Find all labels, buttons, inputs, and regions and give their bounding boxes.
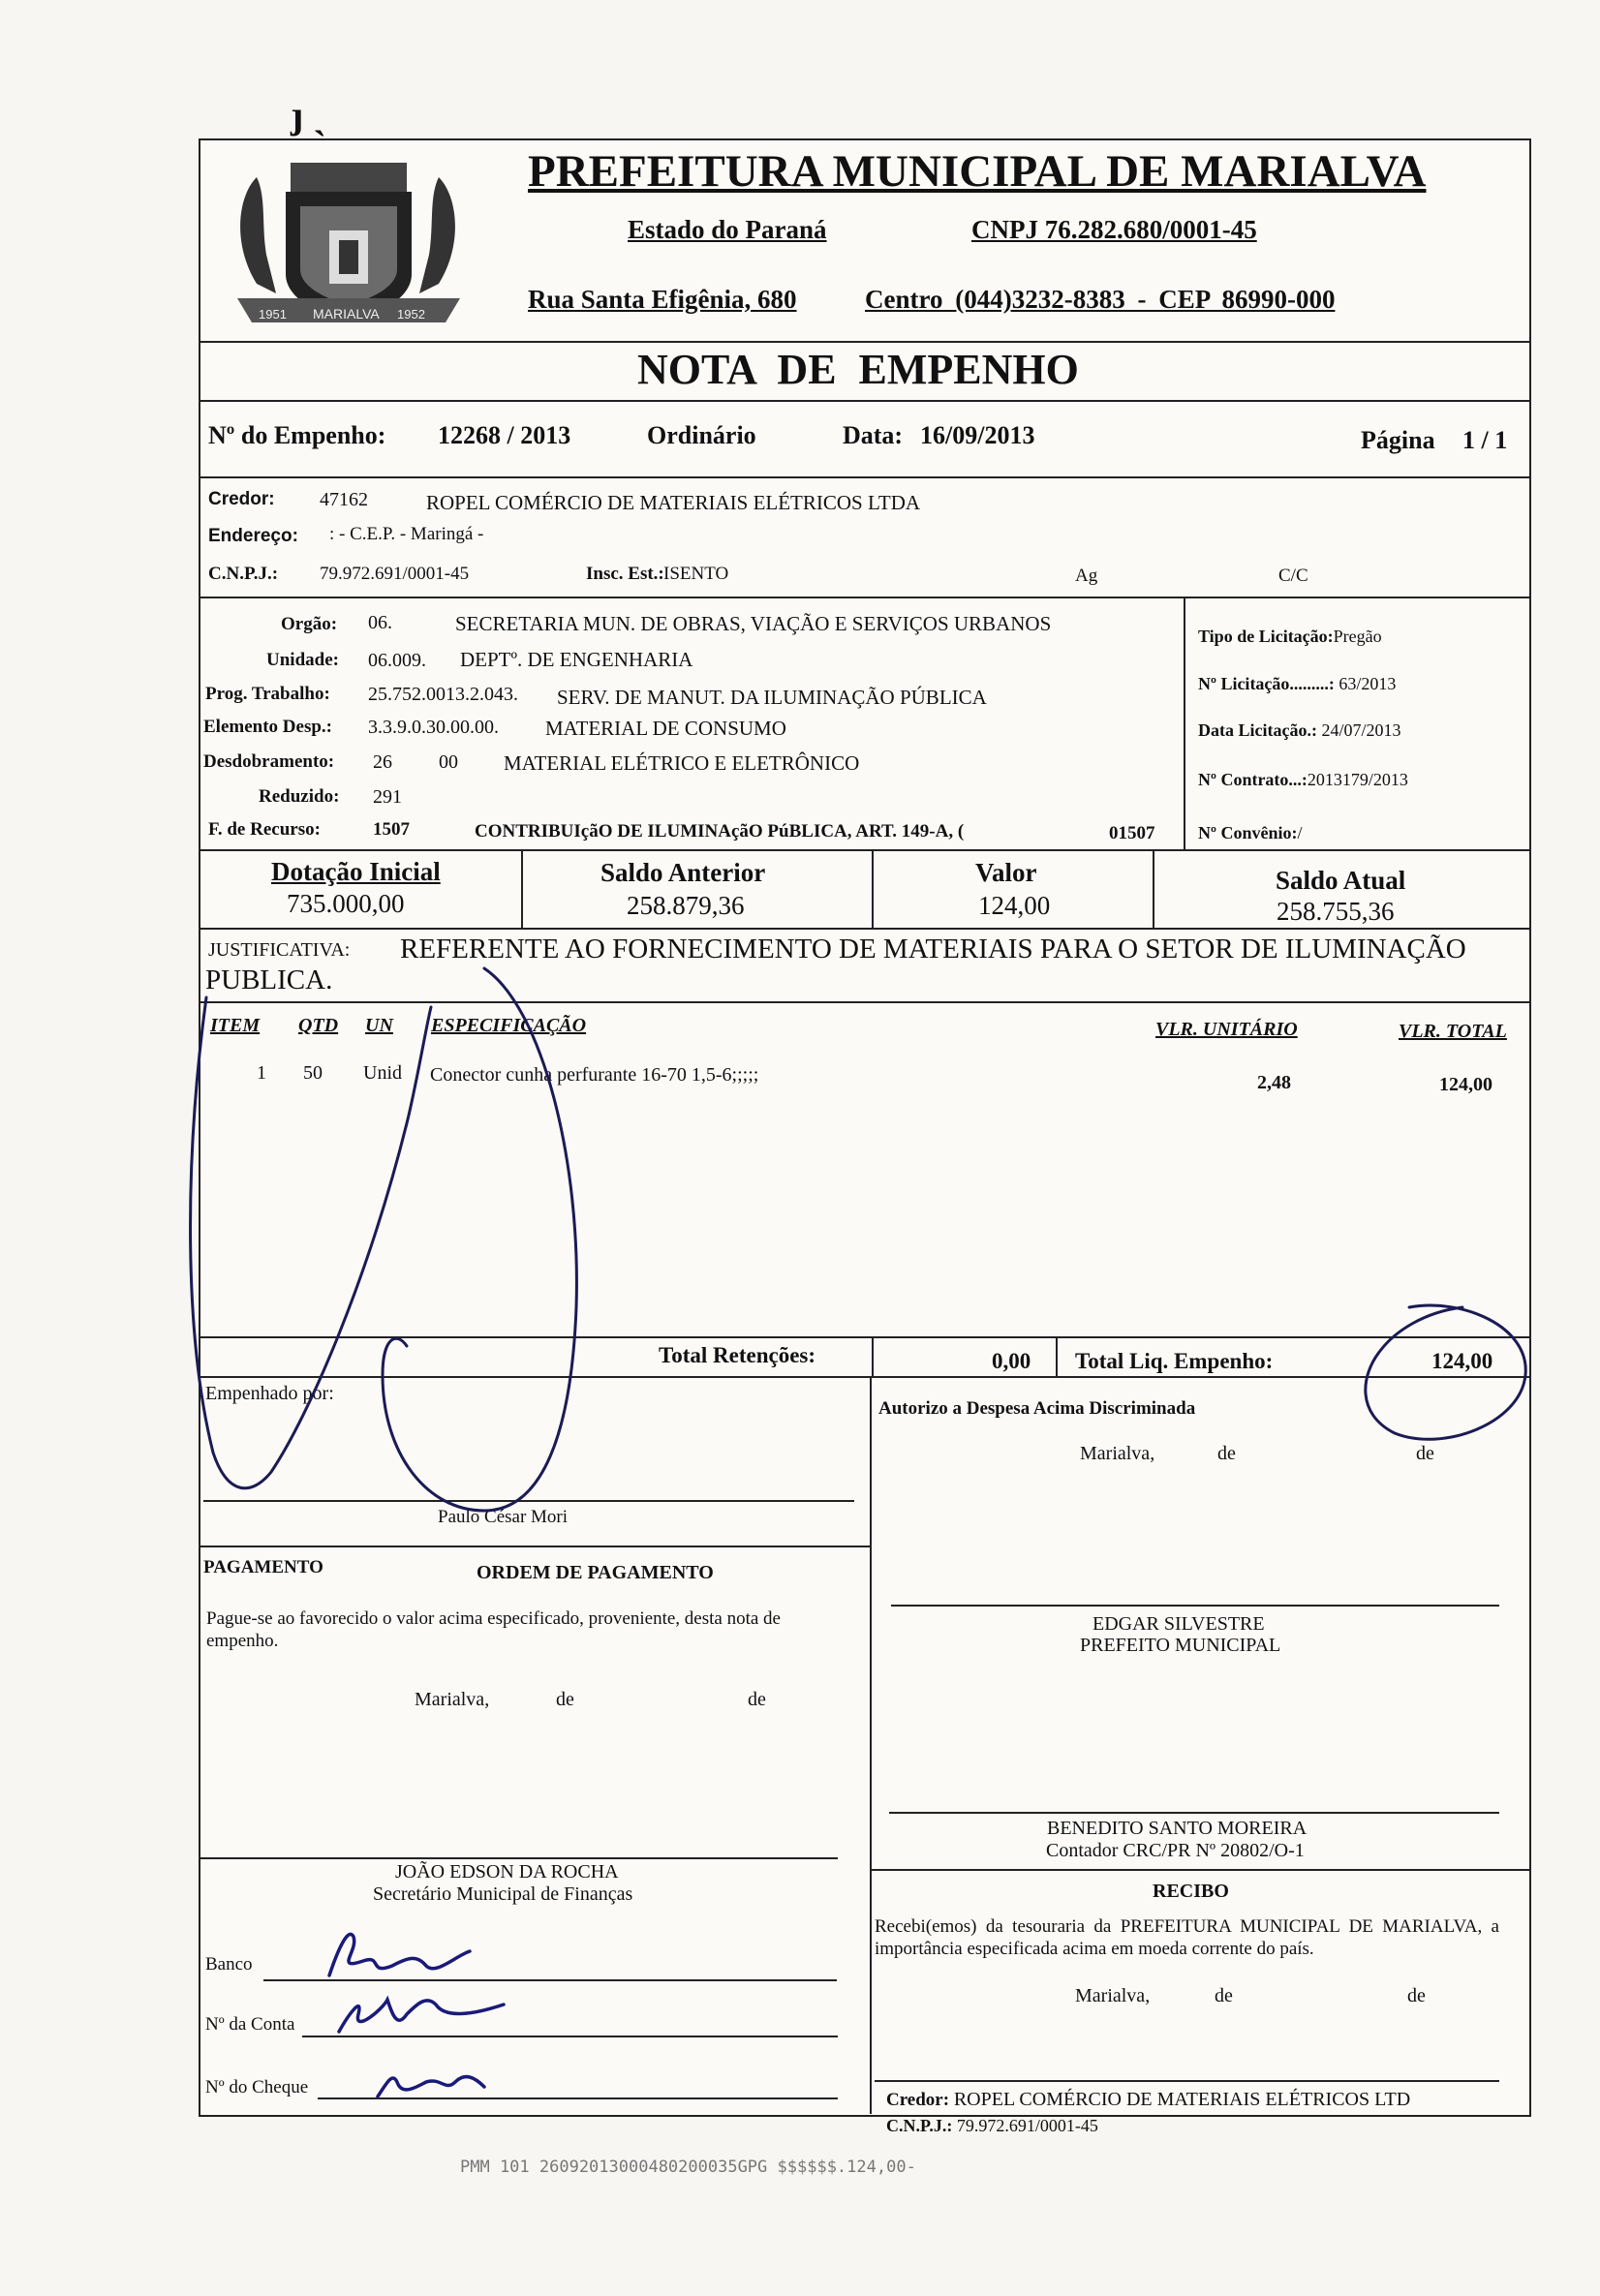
- page-number: 1 / 1: [1462, 426, 1508, 454]
- contrato-number: Nº Contrato...:2013179/2013: [1198, 770, 1408, 789]
- divider: [1153, 849, 1154, 929]
- divider: [199, 1376, 1529, 1378]
- orgao-name: SECRETARIA MUN. DE OBRAS, VIAÇÃO E SERVIÇOS URBANOS: [455, 612, 1052, 635]
- valor-label: Valor: [975, 858, 1037, 887]
- conta-line: [302, 2036, 838, 2037]
- empenhado-label: Empenhado por:: [205, 1383, 334, 1404]
- divider: [521, 849, 523, 929]
- justificativa-text-2: PUBLICA.: [205, 964, 333, 995]
- signature-line: [889, 1812, 1499, 1814]
- autorizo-de-1: de: [1217, 1443, 1236, 1464]
- divider: [870, 1869, 1529, 1871]
- recurso-label: F. de Recurso:: [208, 819, 321, 840]
- contador-name: BENEDITO SANTO MOREIRA: [1047, 1818, 1308, 1839]
- desdob-label: Desdobramento:: [203, 751, 335, 772]
- conta-label: Nº da Conta: [205, 2014, 295, 2035]
- insc-label: Insc. Est.:: [586, 564, 664, 584]
- secretario-name: JOÃO EDSON DA ROCHA: [395, 1861, 619, 1883]
- address-value: : - C.E.P. - Maringá -: [329, 524, 484, 544]
- empenho-date-label: Data:: [843, 421, 904, 449]
- saldo-atual-value: 258.755,36: [1277, 897, 1395, 926]
- municipality-title: PREFEITURA MUNICIPAL DE MARIALVA: [528, 146, 1427, 197]
- svg-text:MARIALVA: MARIALVA: [313, 306, 380, 321]
- recibo-text: Recebi(emos) da tesouraria da PREFEITURA MUNICIPAL DE MARIALVA, a importância especificada acima em moeda corrente do país.: [875, 1916, 1499, 1959]
- divider: [199, 1336, 1529, 1338]
- pagamento-text: Pague-se ao favorecido o valor acima especificado, proveniente, desta nota de empenho.: [206, 1608, 781, 1651]
- saldo-anterior-value: 258.879,36: [627, 891, 745, 920]
- pagamento-city: Marialva,: [415, 1689, 490, 1710]
- unidade-name: DEPTº. DE ENGENHARIA: [460, 648, 693, 671]
- item-unit-price: 2,48: [1257, 1072, 1291, 1093]
- address-label: Endereço:: [208, 526, 298, 546]
- orgao-label: Orgão:: [281, 614, 338, 634]
- recurso-code-2: 01507: [1109, 823, 1155, 843]
- secretario-title: Secretário Municipal de Finanças: [373, 1883, 633, 1905]
- cheque-line: [318, 2097, 838, 2099]
- retencoes-label: Total Retenções:: [659, 1343, 816, 1367]
- empenho-date: 16/09/2013: [920, 421, 1035, 449]
- divider: [199, 476, 1529, 478]
- prefeito-name: EDGAR SILVESTRE: [1092, 1613, 1265, 1635]
- reduzido-value: 291: [373, 786, 402, 808]
- dotacao-inicial-label: Dotação Inicial: [271, 857, 441, 886]
- divider: [199, 849, 1529, 851]
- desdob-sub: 00: [439, 751, 458, 773]
- saldo-atual-label: Saldo Atual: [1276, 866, 1406, 895]
- page-label: Página: [1361, 426, 1435, 454]
- pagamento-de-2: de: [748, 1689, 766, 1710]
- col-header-item: ITEM: [210, 1015, 261, 1036]
- recibo-de-1: de: [1215, 1985, 1233, 2006]
- convenio-number: Nº Convênio:/: [1198, 823, 1303, 842]
- elem-name: MATERIAL DE CONSUMO: [545, 717, 786, 740]
- empenho-type: Ordinário: [647, 421, 756, 449]
- unidade-label: Unidade:: [266, 650, 339, 670]
- col-header-total: VLR. TOTAL: [1399, 1021, 1507, 1042]
- prefeito-title: PREFEITO MUNICIPAL: [1080, 1635, 1281, 1656]
- divider: [872, 849, 874, 929]
- item-qtd: 50: [303, 1062, 323, 1084]
- retencoes-value: 0,00: [992, 1349, 1031, 1373]
- credor-label: Credor:: [208, 489, 275, 509]
- credor-cnpj-value: 79.972.691/0001-45: [320, 564, 470, 584]
- svg-text:1951: 1951: [259, 307, 287, 321]
- ink-mark: ȷ ˎ: [291, 93, 326, 137]
- recurso-code: 1507: [373, 819, 410, 840]
- divider: [870, 1376, 872, 2114]
- cc-label: C/C: [1278, 566, 1308, 586]
- cheque-label: Nº do Cheque: [205, 2077, 309, 2097]
- municipality-cnpj: CNPJ 76.282.680/0001-45: [971, 215, 1257, 244]
- pagamento-de-1: de: [556, 1689, 574, 1710]
- divider: [872, 1336, 874, 1377]
- banco-line: [263, 1979, 837, 1981]
- pagamento-label: PAGAMENTO: [203, 1557, 323, 1577]
- saldo-anterior-label: Saldo Anterior: [600, 858, 766, 887]
- municipal-crest-icon: [199, 138, 497, 342]
- svg-text:1952: 1952: [397, 307, 425, 321]
- autorizo-de-2: de: [1416, 1443, 1434, 1464]
- empenho-number-label: Nº do Empenho:: [208, 421, 386, 449]
- street-address: Rua Santa Efigênia, 680: [528, 285, 797, 314]
- divider: [199, 1001, 1529, 1003]
- col-header-spec: ESPECIFICAÇÃO: [431, 1015, 587, 1036]
- col-header-qtd: QTD: [298, 1015, 339, 1036]
- recibo-cnpj: C.N.P.J.: 79.972.691/0001-45: [886, 2116, 1098, 2135]
- signature-line: [891, 1605, 1499, 1607]
- licitacao-type-label: Tipo de Licitação:Pregão: [1198, 627, 1382, 646]
- state-name: Estado do Paraná: [628, 215, 827, 244]
- autorizo-city: Marialva,: [1080, 1443, 1155, 1464]
- signature-line: [200, 1857, 838, 1859]
- banco-label: Banco: [205, 1954, 253, 1975]
- autorizo-label: Autorizo a Despesa Acima Discriminada: [878, 1398, 1196, 1419]
- prog-name: SERV. DE MANUT. DA ILUMINAÇÃO PÚBLICA: [557, 686, 987, 709]
- recurso-name: CONTRIBUIçãO DE ILUMINAçãO PúBLICA, ART. 149-A, (: [475, 821, 965, 842]
- item-total: 124,00: [1439, 1074, 1492, 1095]
- elem-code: 3.3.9.0.30.00.00.: [368, 717, 499, 738]
- unidade-code: 06.009.: [368, 650, 426, 671]
- ag-label: Ag: [1075, 566, 1098, 586]
- elem-label: Elemento Desp.:: [203, 717, 332, 737]
- empenho-number: 12268 / 2013: [438, 421, 571, 449]
- divider: [199, 597, 1529, 598]
- credor-name: ROPEL COMÉRCIO DE MATERIAIS ELÉTRICOS LTDA: [426, 491, 921, 514]
- divider: [199, 400, 1529, 402]
- signature-line: [203, 1500, 854, 1502]
- valor-value: 124,00: [978, 891, 1051, 920]
- ordem-pagamento-label: ORDEM DE PAGAMENTO: [477, 1562, 714, 1583]
- item-number: 1: [257, 1062, 266, 1084]
- desdob-code: 26: [373, 751, 392, 773]
- item-spec: Conector cunha perfurante 16-70 1,5-6;;;;;: [430, 1064, 759, 1086]
- credor-code: 47162: [320, 489, 368, 510]
- recibo-de-2: de: [1407, 1985, 1426, 2006]
- total-liq-label: Total Liq. Empenho:: [1075, 1349, 1274, 1373]
- divider: [199, 341, 1529, 343]
- district-phone: Centro (044)3232-8383 - CEP 86990-000: [865, 285, 1336, 314]
- signature-line: [875, 2080, 1499, 2082]
- footer-code: PMM 101 26092013000480200035GPG $$$$$$.124,00-: [460, 2158, 916, 2177]
- dotacao-inicial-value: 735.000,00: [287, 889, 405, 918]
- col-header-un: UN: [365, 1015, 393, 1036]
- contador-title: Contador CRC/PR Nº 20802/O-1: [1046, 1840, 1305, 1861]
- divider: [1184, 597, 1185, 850]
- justificativa-text-1: REFERENTE AO FORNECIMENTO DE MATERIAIS PARA O SETOR DE ILUMINAÇÃO: [400, 934, 1466, 964]
- licitacao-date: Data Licitação.: 24/07/2013: [1198, 720, 1401, 740]
- empenhado-name: Paulo César Mori: [438, 1507, 569, 1527]
- divider: [199, 1546, 872, 1547]
- col-header-unit-price: VLR. UNITÁRIO: [1155, 1019, 1298, 1040]
- recibo-label: RECIBO: [1153, 1881, 1229, 1902]
- credor-cnpj-label: C.N.P.J.:: [208, 564, 279, 584]
- doc-title: NOTA DE EMPENHO: [637, 346, 1079, 393]
- recibo-credor: Credor: ROPEL COMÉRCIO DE MATERIAIS ELÉTRICOS LTD: [886, 2089, 1411, 2110]
- total-liq-value: 124,00: [1431, 1349, 1493, 1373]
- reduzido-label: Reduzido:: [259, 786, 340, 807]
- divider: [1056, 1336, 1058, 1377]
- prog-label: Prog. Trabalho:: [205, 684, 330, 704]
- recibo-city: Marialva,: [1075, 1985, 1151, 2006]
- item-unit: Unid: [363, 1062, 402, 1084]
- prog-code: 25.752.0013.2.043.: [368, 684, 518, 705]
- insc-value: ISENTO: [663, 564, 729, 584]
- licitacao-number: Nº Licitação.........: 63/2013: [1198, 674, 1397, 693]
- orgao-code: 06.: [368, 612, 392, 633]
- divider: [199, 928, 1529, 930]
- desdob-name: MATERIAL ELÉTRICO E ELETRÔNICO: [504, 751, 860, 775]
- justificativa-label: JUSTIFICATIVA:: [208, 939, 351, 961]
